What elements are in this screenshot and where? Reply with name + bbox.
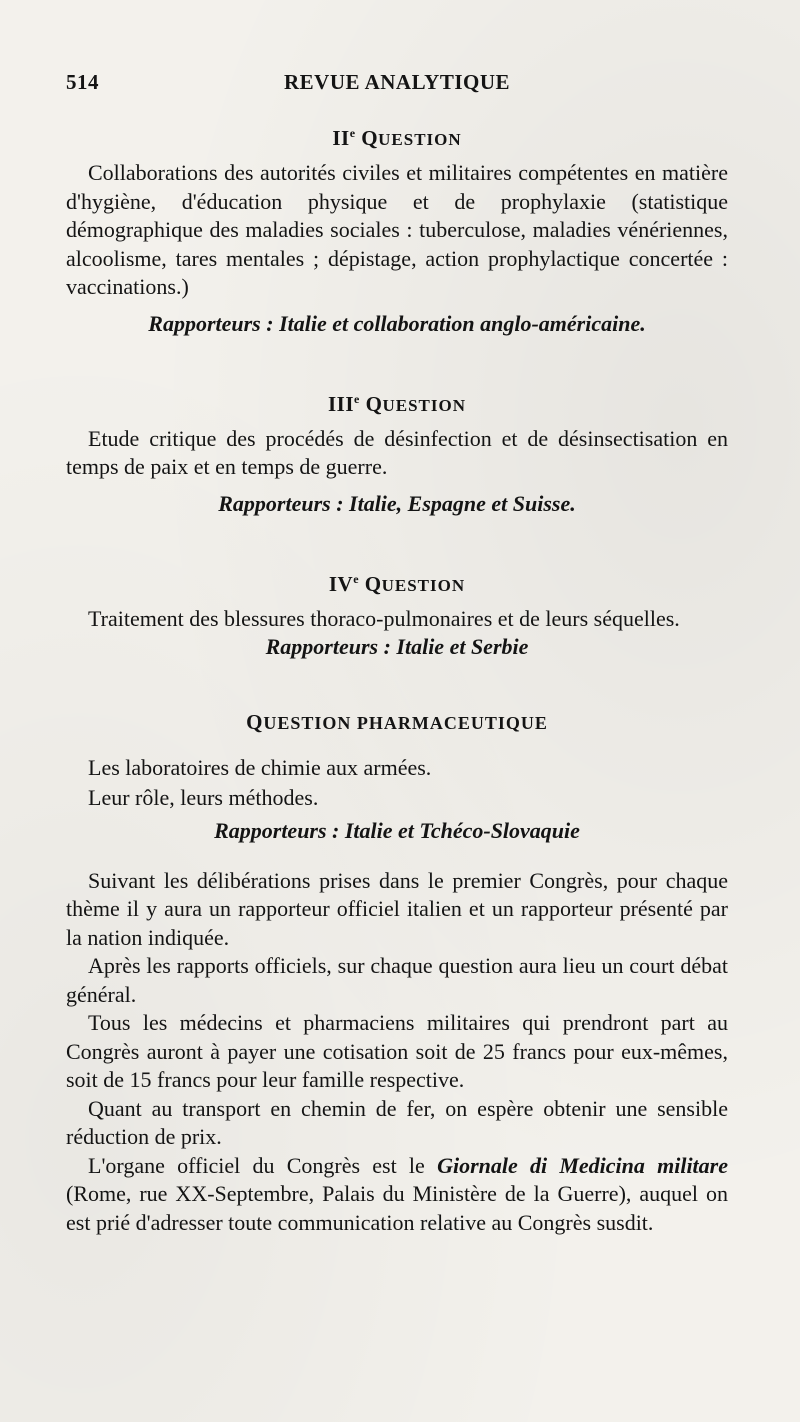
rapporteurs-line: Rapporteurs : Italie, Espagne et Suisse.: [218, 490, 576, 516]
paragraph-organe: L'organe officiel du Congrès est le Giornale di Medicina militare (Rome, rue XX-Septembre, Palais du Ministère de la Guerre), auquel on est prié d'adresser toute communication relative au Congrès susdit.: [66, 1152, 729, 1235]
section-question-3: [66, 384, 728, 518]
paragraph: Tous les médecins et pharmaciens militaires qui prendront part au Congrès auront à payer une cotisation soit de 25 francs pour eux-mêmes, soit de 15 francs pour leur famille respective.: [66, 1010, 728, 1093]
section-question-2: [66, 118, 728, 338]
section-body: Traitement des blessures thoraco-pulmonaires et de leurs séquelles.: [88, 605, 680, 631]
rapporteurs-line: Rapporteurs : Italie et Tchéco-Slovaquie: [214, 817, 580, 843]
pharma-line: Leur rôle, leurs méthodes.: [88, 784, 319, 810]
section-heading: IIIe QUESTION: [328, 391, 466, 416]
content: [66, 118, 728, 1237]
section-heading: IVe QUESTION: [328, 571, 466, 596]
rapporteurs-line: Rapporteurs : Italie et collaboration anglo-américaine.: [148, 310, 646, 336]
section-question-4: [66, 564, 728, 662]
section-heading: IIe QUESTION: [332, 126, 462, 150]
journal-name: Giornale di Medicina militare: [437, 1152, 729, 1178]
section-heading: QUESTION PHARMACEUTIQUE: [246, 710, 548, 734]
closing-text: [66, 867, 728, 1238]
rapporteurs-line: Rapporteurs : Italie et Serbie: [265, 634, 529, 659]
section-body: Collaborations des autorités civiles et militaires compétentes en matière d'hygiène, d'éducation physique et de prophylaxie (statistique démographique des maladies sociales : tuberculose, maladies vénériennes, alcoolisme, tares mentales ; dépistage, action prophylactique concertée : vaccinations.): [66, 160, 728, 299]
paragraph: Quant au transport en chemin de fer, on espère obtenir une sensible réduction de prix.: [66, 1095, 728, 1150]
pharma-line: Les laboratoires de chimie aux armées.: [88, 754, 432, 780]
journal-title: REVUE ANALYTIQUE: [283, 70, 511, 94]
page-number: 514: [66, 70, 99, 94]
paragraph: Après les rapports officiels, sur chaque question aura lieu un court débat général.: [66, 953, 728, 1007]
paragraph: Suivant les délibérations prises dans le premier Congrès, pour chaque thème il y aura un rapporteur officiel italien et un rapporteur présenté par la nation indiquée.: [66, 867, 728, 950]
section-body: Etude critique des procédés de désinfection et de désinsectisation en temps de paix et en temps de guerre.: [66, 425, 728, 479]
running-head: [66, 70, 728, 100]
section-question-pharmaceutique: [66, 707, 728, 845]
